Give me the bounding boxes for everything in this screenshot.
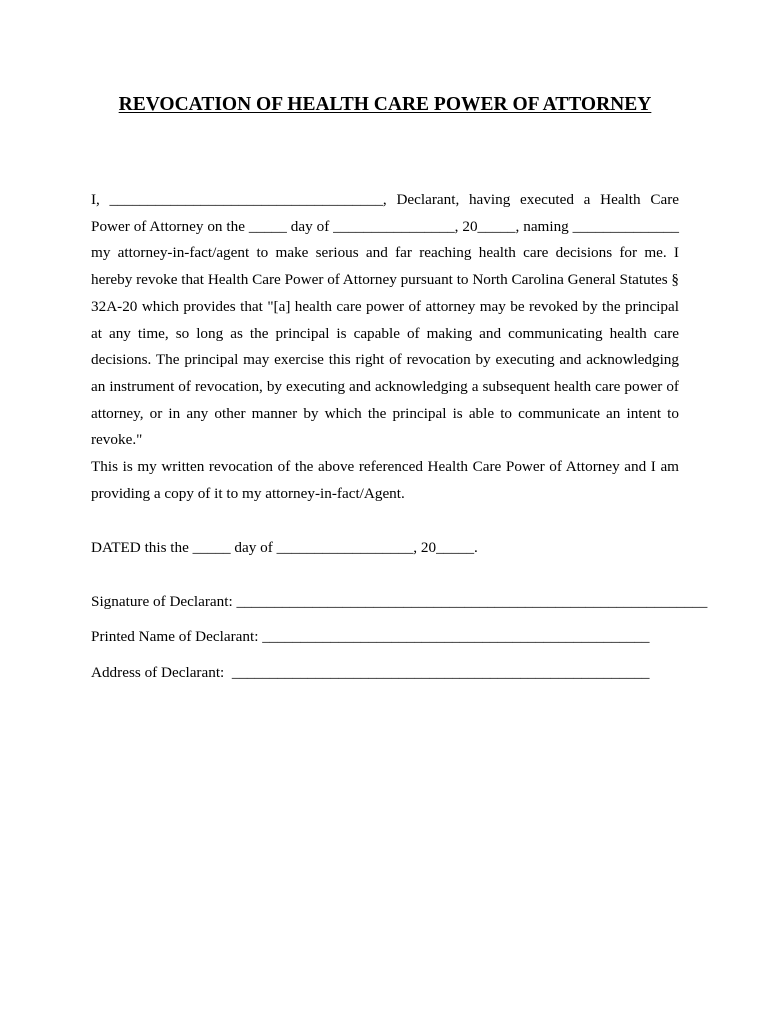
document-title: REVOCATION OF HEALTH CARE POWER OF ATTORNEY — [118, 94, 652, 115]
revocation-paragraph: I, ____________________________________, Declarant, having executed a Health Care Power of Attorney on the _____ day of ________________, 20_____, naming ______________ my attorney-in-fact/agent to make serious and far reaching health care decisions for me. I hereby revoke that Health Care Power of Attorney pursuant to North Carolina General Statutes § 32A-20 which provides that "[a] health care power of attorney may be revoked by the principal at any time, so long as the principal is capable of making and communicating health care decisions. The principal may exercise this right of revocation by executing and acknowledging an instrument of revocation, by executing and acknowledging a subsequent health care power of attorney, or in any other manner by which the principal is able to communicate an intent to revoke." — [91, 191, 679, 449]
written-revocation-paragraph: This is my written revocation of the above referenced Health Care Power of Attorney and I am providing a copy of it to my attorney-in-fact/Agent. — [91, 458, 679, 502]
signature-line: Signature of Declarant: ______________________________________________________________ — [91, 593, 708, 610]
printed-name-line: Printed Name of Declarant: ___________________________________________________ — [91, 628, 650, 645]
dated-line: DATED this the _____ day of __________________, 20_____. — [91, 539, 478, 556]
address-line: Address of Declarant: _______________________________________________________ — [91, 664, 650, 681]
